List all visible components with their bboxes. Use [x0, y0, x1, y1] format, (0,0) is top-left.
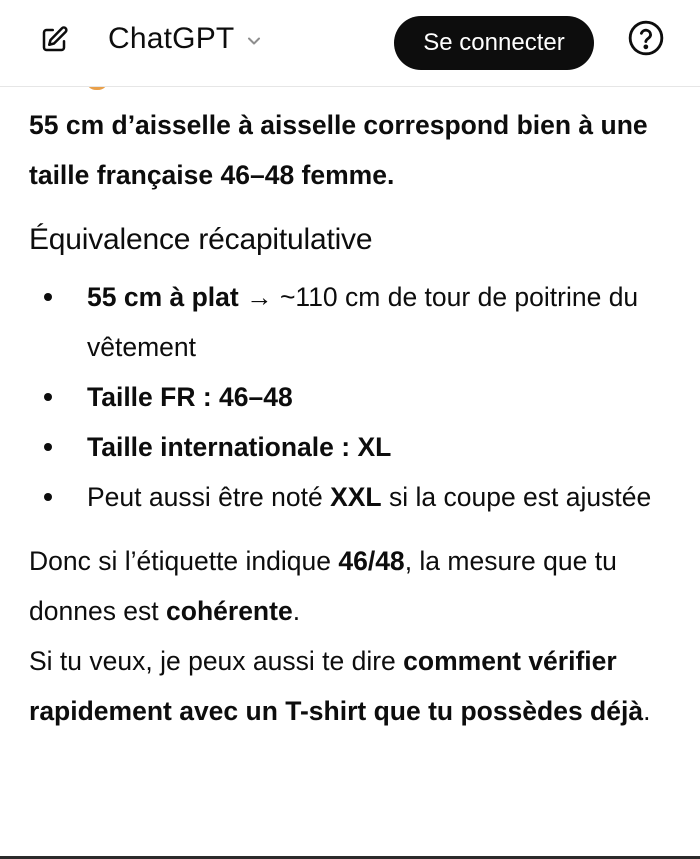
- list-item: [29, 372, 677, 422]
- conclusion-size: 46/48: [338, 546, 405, 576]
- list-item-text: si la coupe est ajustée: [381, 482, 652, 512]
- help-button[interactable]: [626, 18, 666, 58]
- top-bar: [0, 0, 700, 87]
- offer-bold: comment vérifier rapidement avec un T-shirt que tu possèdes déjà: [29, 646, 644, 726]
- model-selector[interactable]: [108, 18, 264, 60]
- new-chat-button[interactable]: [34, 20, 74, 60]
- list-item-bold: XXL: [330, 482, 382, 512]
- conclusion-verdict: cohérente: [166, 596, 293, 626]
- list-item-text: Peut aussi être noté: [87, 482, 331, 512]
- model-name: ChatGPT: [108, 22, 235, 55]
- summary-list: [29, 272, 677, 522]
- offer-paragraph: [29, 636, 677, 736]
- section-heading: Équivalence récapitulative: [29, 223, 373, 256]
- login-button[interactable]: Se connecter: [394, 16, 594, 70]
- bullet-icon: [44, 493, 52, 501]
- offer-text: Si tu veux, je peux aussi te dire: [29, 646, 404, 676]
- bullet-icon: [44, 443, 52, 451]
- edit-icon: [39, 25, 69, 55]
- list-item-bold: Taille FR : 46–48: [87, 382, 293, 412]
- lead-paragraph: 55 cm d’aisselle à aisselle correspond bien à une taille française 46–48 femme.: [29, 110, 648, 190]
- list-item: [29, 472, 677, 522]
- help-icon: [627, 19, 665, 57]
- list-item: [29, 422, 677, 472]
- offer-text: .: [643, 696, 651, 726]
- list-item-text: → ~110 cm de tour de poitrine du vêtement: [87, 282, 639, 362]
- conclusion-text: Donc si l’étiquette indique: [29, 546, 339, 576]
- bullet-icon: [44, 393, 52, 401]
- conclusion-text: , la mesure que tu donnes est: [29, 546, 617, 626]
- assistant-message: [29, 100, 677, 736]
- conclusion-text: .: [292, 596, 301, 626]
- chevron-down-icon: [244, 31, 264, 51]
- list-item-bold: 55 cm à plat: [87, 282, 239, 312]
- bullet-icon: [44, 293, 52, 301]
- list-item-bold: Taille internationale : XL: [87, 432, 392, 462]
- conclusion-paragraph: [29, 536, 677, 636]
- list-item: [29, 272, 677, 372]
